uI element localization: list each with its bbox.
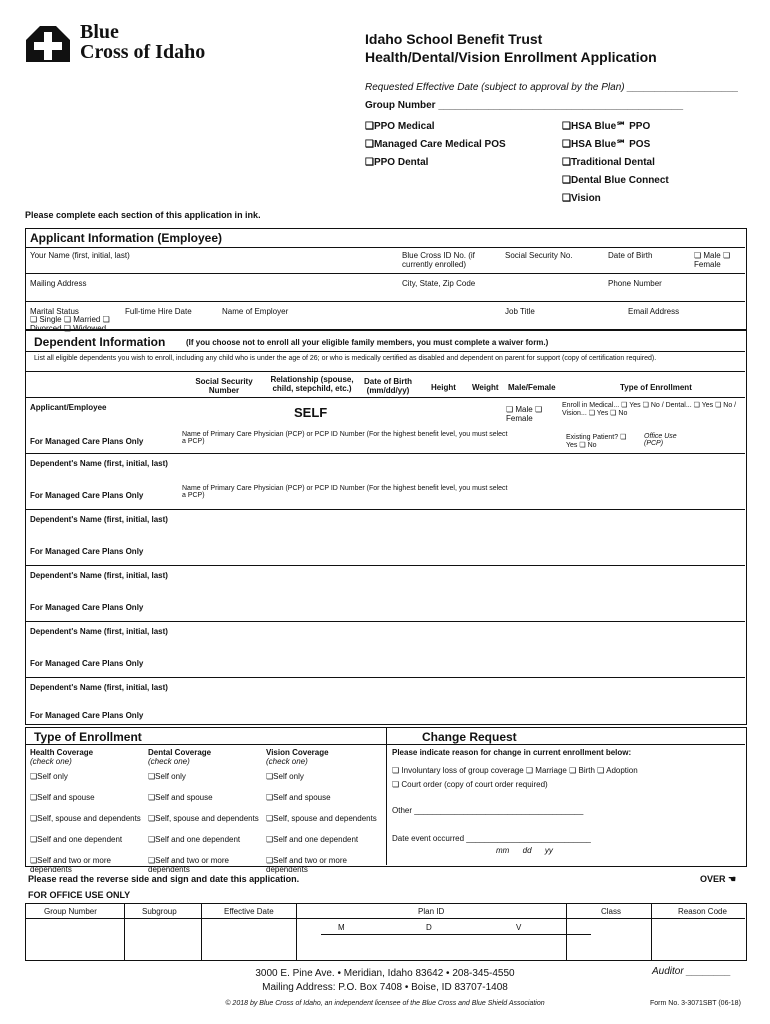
coverage-checkbox[interactable]: ❏ Self and two or more dependents bbox=[148, 856, 264, 874]
vision-coverage-label: Vision Coverage bbox=[266, 748, 329, 757]
event-date-field[interactable]: Date event occurred ____________________________ bbox=[392, 834, 591, 843]
logo-line2: Cross of Idaho bbox=[80, 41, 206, 63]
waiver-note: (If you choose not to enroll all your eligible family members, you must complete a waiver form.) bbox=[186, 338, 549, 347]
sign-note: Please read the reverse side and sign and date this application. bbox=[28, 874, 300, 884]
bcid-field[interactable]: Blue Cross ID No. (if currently enrolled) bbox=[402, 251, 475, 269]
email-field[interactable]: Email Address bbox=[628, 307, 680, 316]
over-label: OVER ☚ bbox=[700, 874, 737, 884]
enrollment-options[interactable]: Enroll in Medical... ❏ Yes ❏ No / Dental... ❏ Yes ❏ No / Vision... ❏ Yes ❏ No bbox=[562, 402, 737, 417]
logo-icon bbox=[22, 22, 74, 66]
managed-care-label: For Managed Care Plans Only bbox=[30, 659, 144, 668]
coverage-checkbox[interactable]: ❏ Self and two or more dependents bbox=[30, 856, 146, 874]
check-one-label: (check one) bbox=[148, 757, 190, 766]
applicant-employee-label: Applicant/Employee bbox=[30, 403, 107, 412]
sex-checkbox[interactable]: ❏ Male ❏ Female bbox=[694, 251, 731, 269]
enrollment-type-heading: Type of Enrollment bbox=[34, 730, 142, 744]
dental-coverage-label: Dental Coverage bbox=[148, 748, 212, 757]
office-col-reason: Reason Code bbox=[678, 907, 727, 916]
plan-checkbox[interactable]: ❏ Dental Blue Connect bbox=[562, 172, 669, 190]
existing-patient-checkbox[interactable]: Existing Patient? ❏ Yes ❏ No bbox=[566, 434, 627, 449]
other-reason-field[interactable]: Other ______________________________________ bbox=[392, 806, 584, 815]
sex-checkbox[interactable]: ❏ Male ❏ Female bbox=[506, 405, 543, 423]
office-col-planid: Plan ID bbox=[418, 907, 445, 916]
col-ssn: Social Security Number bbox=[195, 377, 253, 395]
office-use-table bbox=[25, 903, 747, 961]
hire-date-field[interactable]: Full-time Hire Date bbox=[125, 307, 192, 316]
applicant-section bbox=[25, 228, 747, 333]
dependent-name-field[interactable]: Dependent's Name (first, initial, last) bbox=[30, 459, 168, 468]
col-relationship: Relationship (spouse, child, stepchild, etc.) bbox=[270, 375, 354, 393]
city-state-zip-field[interactable]: City, State, Zip Code bbox=[402, 279, 476, 288]
effective-date-field[interactable]: Requested Effective Date (subject to approval by the Plan) ____________________ bbox=[365, 82, 739, 93]
plan-id-dental: D bbox=[426, 923, 432, 932]
employer-field[interactable]: Name of Employer bbox=[222, 307, 289, 316]
change-reason-prompt: Please indicate reason for change in current enrollment below: bbox=[392, 748, 632, 757]
name-field[interactable]: Your Name (first, initial, last) bbox=[30, 251, 130, 260]
address-line2: Mailing Address: P.O. Box 7408 • Boise, ID 83707-1408 bbox=[262, 982, 508, 993]
plan-checkbox[interactable]: ❏ HSA Blue℠ PPO bbox=[562, 118, 669, 136]
dependent-name-field[interactable]: Dependent's Name (first, initial, last) bbox=[30, 515, 168, 524]
applicant-heading: Applicant Information (Employee) bbox=[30, 231, 223, 245]
pcp-field[interactable]: Name of Primary Care Physician (PCP) or PCP ID Number (For the highest benefit level, you must select a PCP) bbox=[182, 485, 508, 499]
marital-status-options[interactable]: ❏ Single ❏ Married ❏ Divorced ❏ Widowed bbox=[30, 315, 110, 333]
coverage-checkbox[interactable]: ❏ Self only bbox=[30, 772, 146, 781]
dependent-name-field[interactable]: Dependent's Name (first, initial, last) bbox=[30, 627, 168, 636]
plan-checkbox[interactable]: ❏ HSA Blue℠ POS bbox=[562, 136, 669, 154]
plan-checkbox[interactable]: ❏ Vision bbox=[562, 190, 669, 208]
plan-id-medical: M bbox=[338, 923, 345, 932]
col-sex: Male/Female bbox=[508, 383, 556, 392]
col-dob: Date of Birth (mm/dd/yy) bbox=[364, 377, 412, 395]
managed-care-label: For Managed Care Plans Only bbox=[30, 547, 144, 556]
title-line1: Idaho School Benefit Trust bbox=[365, 31, 543, 47]
coverage-checkbox[interactable]: ❏ Self and one dependent bbox=[148, 835, 264, 844]
check-one-label: (check one) bbox=[30, 757, 72, 766]
coverage-checkbox[interactable]: ❏ Self and one dependent bbox=[266, 835, 382, 844]
coverage-checkbox[interactable]: ❏ Self only bbox=[148, 772, 264, 781]
dependent-heading: Dependent Information bbox=[34, 335, 166, 349]
col-enrollment: Type of Enrollment bbox=[620, 383, 692, 392]
court-order-checkbox[interactable]: ❏ Court order (copy of court order required) bbox=[392, 780, 548, 789]
plan-checkbox[interactable]: ❏ PPO Medical bbox=[365, 118, 506, 136]
office-use-heading: FOR OFFICE USE ONLY bbox=[28, 890, 131, 900]
plan-checkbox[interactable]: ❏ Managed Care Medical POS bbox=[365, 136, 506, 154]
managed-care-label: For Managed Care Plans Only bbox=[30, 603, 144, 612]
coverage-checkbox[interactable]: ❏ Self only bbox=[266, 772, 382, 781]
dependent-instructions: List all eligible dependents you wish to enroll, including any child who is under the age of 26; or who is medically certified as disabled and dependent on parent for support (copy of certification required). bbox=[34, 355, 657, 362]
coverage-checkbox[interactable]: ❏ Self, spouse and dependents bbox=[30, 814, 146, 823]
change-reason-options[interactable]: ❏ Involuntary loss of group coverage ❏ Marriage ❏ Birth ❏ Adoption bbox=[392, 766, 638, 775]
enrollment-type-section bbox=[25, 727, 747, 874]
group-number-field[interactable]: Group Number ____________________________________________ bbox=[365, 100, 684, 111]
office-col-effective: Effective Date bbox=[224, 907, 274, 916]
date-format-hint: mm dd yy bbox=[496, 846, 553, 855]
change-request-heading: Change Request bbox=[422, 730, 517, 744]
managed-care-label: For Managed Care Plans Only bbox=[30, 491, 144, 500]
office-col-subgroup: Subgroup bbox=[142, 907, 177, 916]
dependent-section bbox=[25, 330, 747, 725]
form-number: Form No. 3-3071SBT (06-18) bbox=[650, 1000, 741, 1007]
managed-care-label: For Managed Care Plans Only bbox=[30, 437, 144, 446]
coverage-checkbox[interactable]: ❏ Self and one dependent bbox=[30, 835, 146, 844]
plan-checkbox[interactable]: ❏ Traditional Dental bbox=[562, 154, 669, 172]
job-title-field[interactable]: Job Title bbox=[505, 307, 535, 316]
managed-care-label: For Managed Care Plans Only bbox=[30, 711, 144, 720]
self-label: SELF bbox=[294, 405, 328, 420]
coverage-checkbox[interactable]: ❏ Self and two or more dependents bbox=[266, 856, 382, 874]
logo-line1: Blue bbox=[80, 21, 119, 43]
office-use-pcp: Office Use (PCP) bbox=[644, 433, 677, 447]
coverage-checkbox[interactable]: ❏ Self and spouse bbox=[148, 793, 264, 802]
col-weight: Weight bbox=[472, 383, 499, 392]
col-height: Height bbox=[431, 383, 456, 392]
dob-field[interactable]: Date of Birth bbox=[608, 251, 653, 260]
coverage-checkbox[interactable]: ❏ Self, spouse and dependents bbox=[148, 814, 264, 823]
pcp-field[interactable]: Name of Primary Care Physician (PCP) or PCP ID Number (For the highest benefit level, you must select a PCP) bbox=[182, 431, 508, 445]
office-col-group: Group Number bbox=[44, 907, 97, 916]
mailing-address-field[interactable]: Mailing Address bbox=[30, 279, 87, 288]
health-coverage-label: Health Coverage bbox=[30, 748, 94, 757]
office-col-class: Class bbox=[601, 907, 622, 916]
coverage-checkbox[interactable]: ❏ Self and spouse bbox=[266, 793, 382, 802]
check-one-label: (check one) bbox=[266, 757, 308, 766]
phone-field[interactable]: Phone Number bbox=[608, 279, 662, 288]
copyright: © 2018 by Blue Cross of Idaho, an independent licensee of the Blue Cross and Blue Shield Association bbox=[225, 1000, 545, 1007]
ink-note: Please complete each section of this application in ink. bbox=[25, 210, 261, 220]
plan-id-vision: V bbox=[516, 923, 522, 932]
coverage-checkbox[interactable]: ❏ Self, spouse and dependents bbox=[266, 814, 382, 823]
marital-status-label: Marital Status bbox=[30, 307, 79, 316]
dependent-name-field[interactable]: Dependent's Name (first, initial, last) bbox=[30, 571, 168, 580]
dependent-name-field[interactable]: Dependent's Name (first, initial, last) bbox=[30, 683, 168, 692]
ssn-field[interactable]: Social Security No. bbox=[505, 251, 573, 260]
title-line2: Health/Dental/Vision Enrollment Application bbox=[365, 49, 657, 65]
address-line1: 3000 E. Pine Ave. • Meridian, Idaho 83642 • 208-345-4550 bbox=[255, 968, 515, 979]
coverage-checkbox[interactable]: ❏ Self and spouse bbox=[30, 793, 146, 802]
plan-checkbox[interactable]: ❏ PPO Dental bbox=[365, 154, 506, 172]
auditor-field[interactable]: Auditor ________ bbox=[652, 966, 731, 977]
